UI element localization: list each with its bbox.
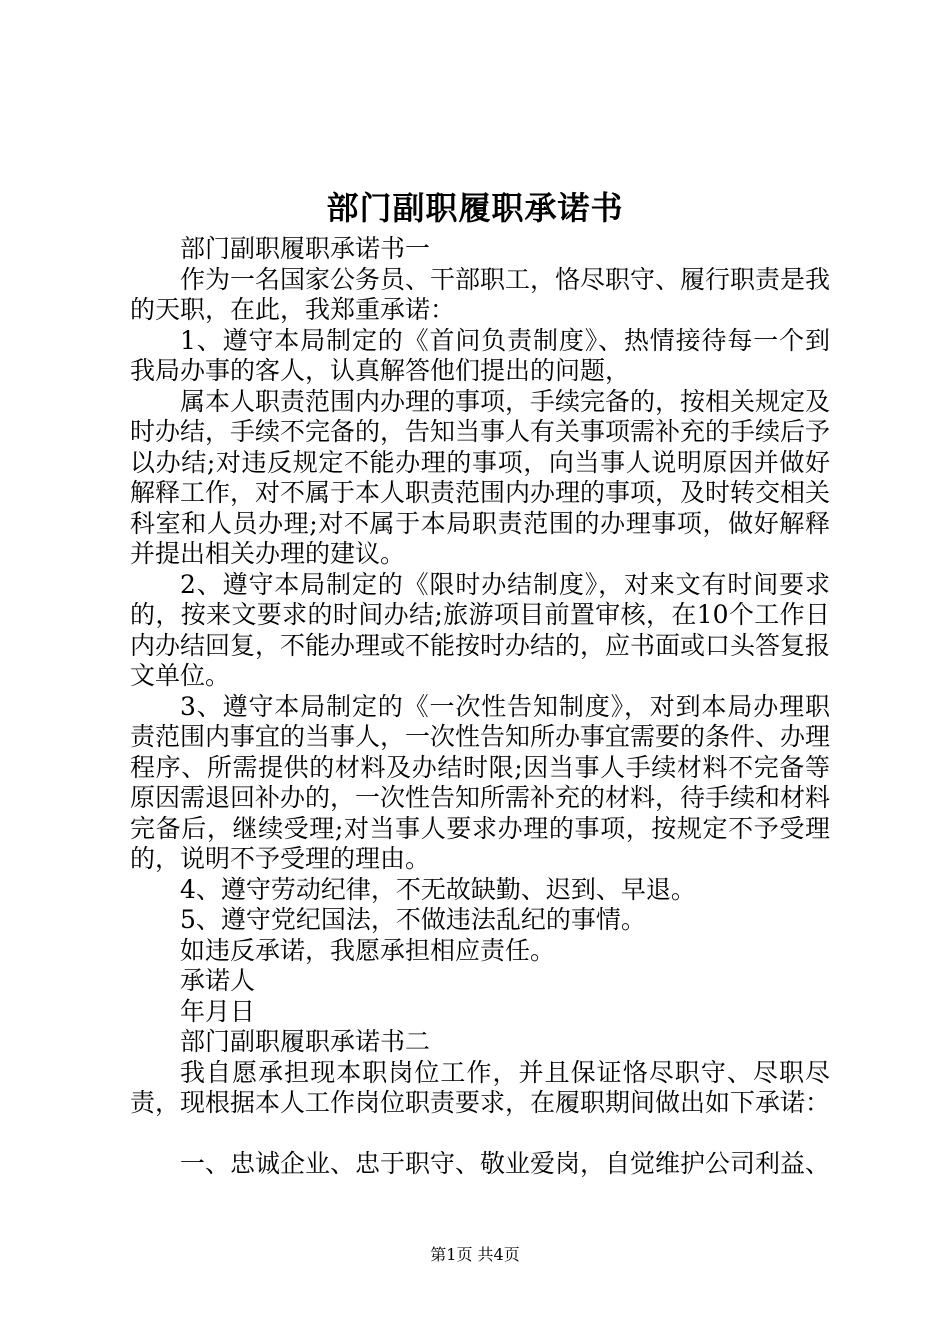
section-heading-two: 部门副职履职承诺书二 <box>180 1027 431 1056</box>
intro-paragraph-two: 我自愿承担现本职岗位工作，并且保证恪尽职守、尽职尽责，现根据本人工作岗位职责要求，在履职期间做出如下承诺： <box>130 1057 831 1117</box>
pledge-item-3: 3、遵守本局制定的《一次性告知制度》，对到本局办理职责范围内事宜的当事人，一次性告知所办事宜需要的条件、办理程序、所需提供的材料及办结时限;因当事人手续材料不完备等原因需退回补办的，一次性告知所需补充的材料，待手续和材料完备后，继续受理;对当事人要求办理的事项，按规定不予受理的，说明不予受理的理由。 <box>130 691 831 873</box>
document-title: 部门副职履职承诺书 <box>326 189 624 227</box>
pledge-item-one-cn: 一、忠诚企业、忠于职守、敬业爱岗，自觉维护公司利益、 <box>180 1148 831 1178</box>
signatory-label: 承诺人 <box>180 966 256 995</box>
pledge-item-5: 5、遵守党纪国法，不做违法乱纪的事情。 <box>180 905 646 934</box>
pledge-item-1: 1、遵守本局制定的《首问负责制度》、热情接待每一个到我局办事的客人，认真解答他们提出的问题， <box>130 325 830 385</box>
pledge-item-1-detail: 属本人职责范围内办理的事项，手续完备的，按相关规定及时办结，手续不完备的，告知当事人有关事项需补充的手续后予以办结;对违反规定不能办理的事项，向当事人说明原因并做好解释工作，对不属于本人职责范围内办理的事项，及时转交相关科室和人员办理;对不属于本局职责范围的办理事项，做好解释并提出相关办理的建议。 <box>130 386 831 568</box>
intro-paragraph: 作为一名国家公务员、干部职工，恪尽职守、履行职责是我的天职，在此，我郑重承诺： <box>130 264 831 324</box>
section-heading-one: 部门副职履职承诺书一 <box>180 234 431 263</box>
pledge-item-2: 2、遵守本局制定的《限时办结制度》，对来文有时间要求的，按来文要求的时间办结;旅游项目前置审核，在10个工作日内办结回复，不能办理或不能按时办结的，应书面或口头答复报文单位。 <box>130 569 831 690</box>
responsibility-statement: 如违反承诺，我愿承担相应责任。 <box>180 935 556 965</box>
page-footer: 第1页 共4页 <box>430 1245 520 1264</box>
pledge-item-4: 4、遵守劳动纪律，不无故缺勤、迟到、早退。 <box>180 874 696 904</box>
date-label: 年月日 <box>180 996 256 1026</box>
document-body <box>130 234 830 1179</box>
